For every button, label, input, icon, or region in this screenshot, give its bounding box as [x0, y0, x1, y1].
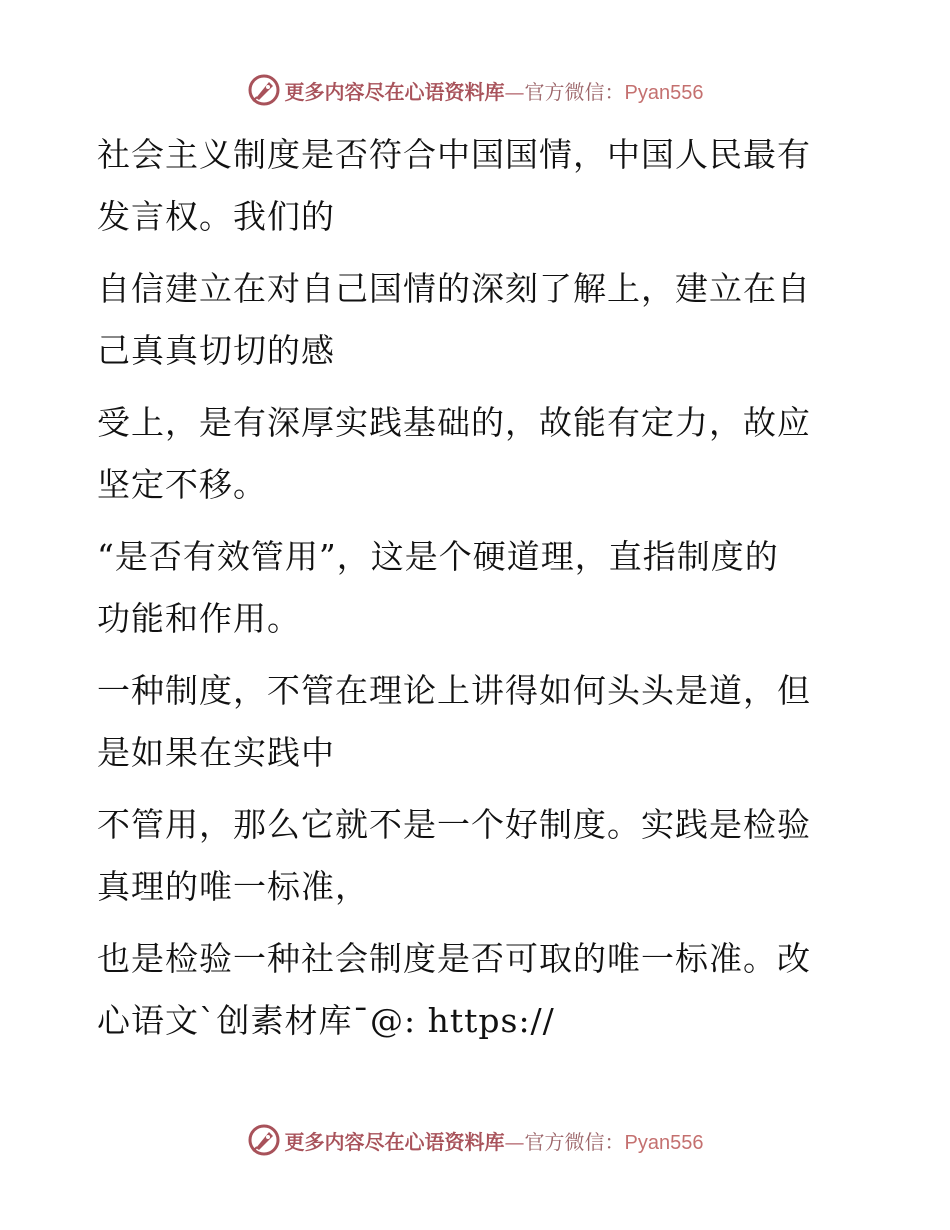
- paragraph-line: 也是检验一种社会制度是否可取的唯一标准。改: [97, 939, 811, 978]
- paragraph-line: 功能和作用。: [97, 599, 301, 638]
- paragraph-line: 是如果在实践中: [97, 733, 335, 772]
- document-body: [97, 124, 837, 1052]
- paragraph: [97, 660, 837, 784]
- pen-nib-logo-icon: [247, 1123, 281, 1157]
- footer-banner: [0, 1120, 950, 1160]
- paragraph: [97, 392, 837, 516]
- footer-banner-sep: —: [504, 1129, 525, 1154]
- header-banner-id: Pyan556: [624, 81, 704, 104]
- paragraph: [97, 258, 837, 382]
- paragraph-line: 发言权。我们的: [97, 197, 335, 236]
- pen-nib-logo-icon: [247, 73, 281, 107]
- paragraph: [97, 124, 837, 248]
- paragraph-line: 己真真切切的感: [97, 331, 335, 370]
- paragraph-line: 自信建立在对自己国情的深刻了解上，建立在自: [97, 269, 811, 308]
- paragraph-line: “是否有效管用”，这是个硬道理，直指制度的: [97, 537, 779, 576]
- header-banner-sep: —: [504, 79, 525, 104]
- header-banner-wechat: 官方微信：: [524, 79, 625, 104]
- header-banner-text: [285, 76, 704, 105]
- footer-banner-text: [285, 1126, 704, 1155]
- paragraph-line: 社会主义制度是否符合中国国情，中国人民最有: [97, 135, 811, 174]
- paragraph-line: 受上，是有深厚实践基础的，故能有定力，故应: [97, 403, 811, 442]
- footer-banner-main: 更多内容尽在心语资料库: [284, 1129, 505, 1154]
- paragraph-line: 不管用，那么它就不是一个好制度。实践是检验: [97, 805, 811, 844]
- paragraph: [97, 526, 837, 650]
- paragraph-line: 心语文`创素材库¯@: https://: [97, 1001, 555, 1040]
- header-banner-main: 更多内容尽在心语资料库: [284, 79, 505, 104]
- paragraph-line: 一种制度，不管在理论上讲得如何头头是道，但: [97, 671, 811, 710]
- paragraph-line: 坚定不移。: [97, 465, 267, 504]
- footer-banner-wechat: 官方微信：: [524, 1129, 625, 1154]
- paragraph: [97, 928, 837, 1052]
- paragraph-line: 真理的唯一标准，: [97, 867, 369, 906]
- footer-banner-id: Pyan556: [624, 1131, 704, 1154]
- paragraph: [97, 794, 837, 918]
- header-banner: [0, 70, 950, 110]
